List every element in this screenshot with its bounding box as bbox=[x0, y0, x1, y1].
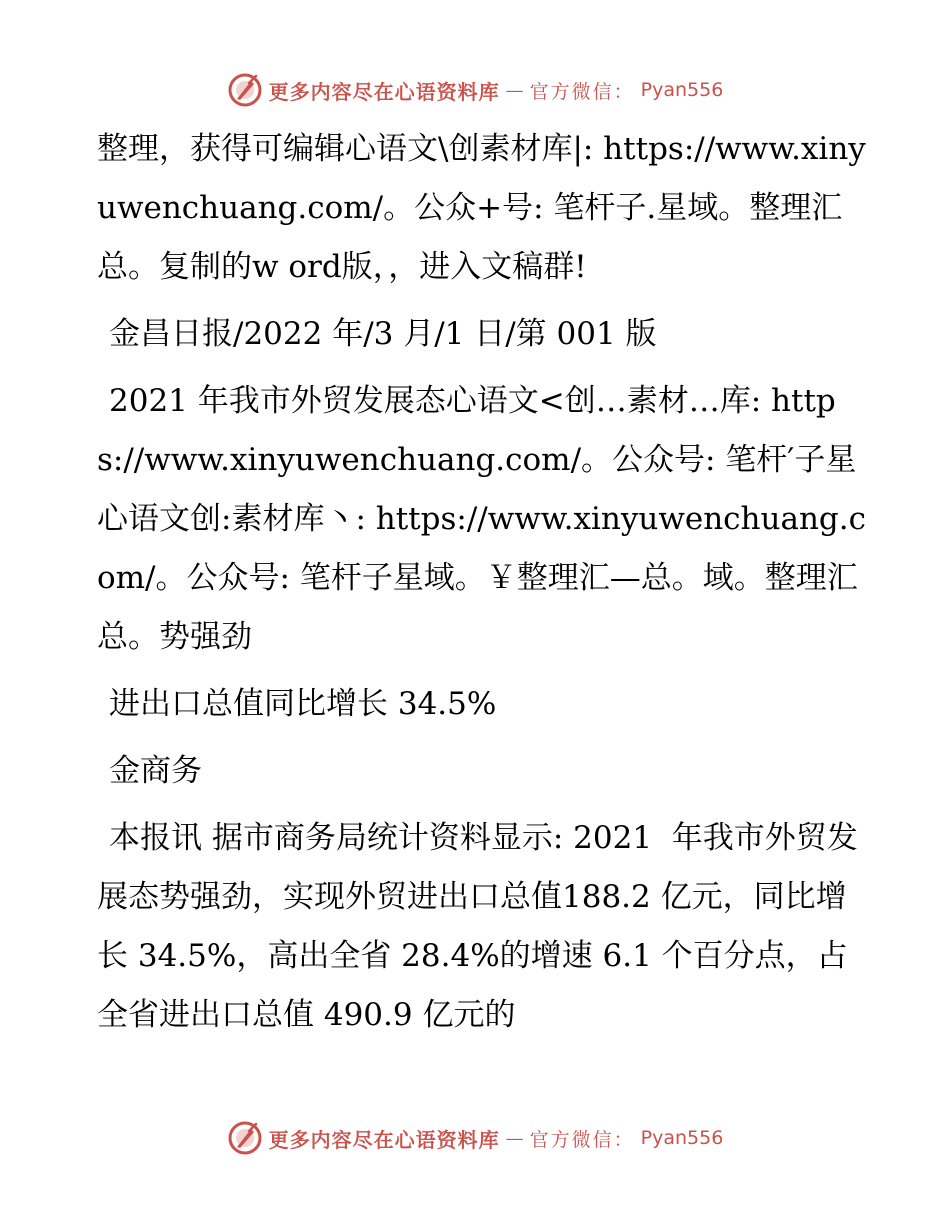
header-watermark bbox=[0, 70, 950, 110]
paragraph-byline: 金商务 bbox=[109, 753, 202, 789]
header-separator: — bbox=[505, 79, 524, 101]
quill-seal-icon bbox=[227, 72, 263, 108]
footer-wechat-id: Pyan556 bbox=[640, 1127, 724, 1149]
paragraph-intro: 整理，获得可编辑心语文\创素材库|: https://www.xinyuwenchuang.com/。公众+号: 笔杆子.星域。整理汇总。复制的w ord版，，进入文稿群! bbox=[97, 131, 866, 285]
paragraph-headline: 2021 年我市外贸发展态心语文<创…素材…库: https://www.xinyuwenchuang.com/。公众号: 笔杆′子星心语文创:素材库丶: https://www.xinyuwenchuang.com/。公众号: 笔杆子星域。￥整理汇—总。域。整理汇总。势强劲 bbox=[97, 383, 866, 655]
footer-watermark bbox=[0, 1118, 950, 1158]
document-body bbox=[97, 120, 867, 1045]
header-wechat-id: Pyan556 bbox=[640, 79, 724, 101]
header-brand-text: 更多内容尽在心语资料库 bbox=[268, 79, 500, 104]
footer-separator: — bbox=[505, 1127, 524, 1149]
footer-wechat-label: 官方微信： bbox=[529, 1128, 635, 1151]
paragraph-body: 本报讯 据市商务局统计资料显示: 2021 年我市外贸发展态势强劲，实现外贸进出口总值188.2 亿元，同比增长 34.5%，高出全省 28.4%的增速 6.1 个百分点，占全省进出口总值 490.9 亿元的 bbox=[97, 820, 858, 1033]
paragraph-subheadline: 进出口总值同比增长 34.5% bbox=[109, 686, 497, 722]
footer-brand-text: 更多内容尽在心语资料库 bbox=[268, 1127, 500, 1152]
quill-seal-icon bbox=[227, 1120, 263, 1156]
header-wechat-label: 官方微信： bbox=[529, 80, 635, 103]
paragraph-source-line: 金昌日报/2022 年/3 月/1 日/第 001 版 bbox=[109, 316, 657, 352]
